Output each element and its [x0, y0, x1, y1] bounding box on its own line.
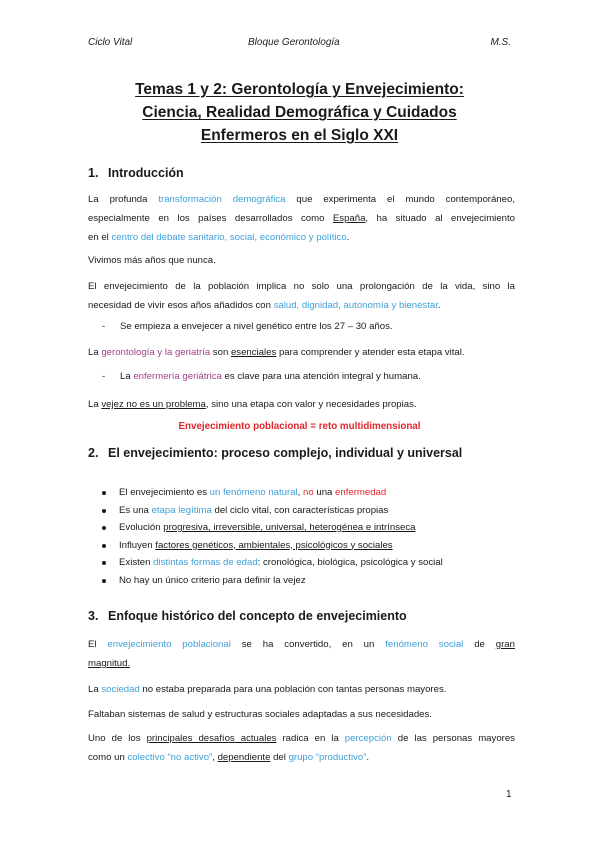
- list-item: No hay un único criterio para definir la vejez: [100, 572, 520, 590]
- dash-item-2: La enfermería geriátrica es clave para una atención integral y humana.: [120, 371, 421, 382]
- section-3-paragraph-3: Faltaban sistemas de salud y estructuras sociales adaptadas a sus necesidades.: [88, 709, 432, 720]
- section-3-paragraph-4: Uno de los principales desafíos actuales radica en la percepción de las personas mayores como un colectivo “no activo”, dependiente del grupo “productivo”.: [88, 733, 515, 763]
- list-item: Influyen factores genéticos, ambientales, psicológicos y sociales: [100, 537, 520, 555]
- header-center: Bloque Gerontología: [248, 37, 340, 48]
- section-1-paragraph-5: La vejez no es un problema, sino una etapa con valor y necesidades propias.: [88, 399, 417, 410]
- title-line-1: Temas 1 y 2: Gerontología y Envejecimiento:: [135, 81, 464, 98]
- dash-marker-2: -: [102, 371, 106, 382]
- list-item: Evolución progresiva, irreversible, universal, heterogénea e intrínseca: [100, 519, 520, 537]
- page-header: [88, 37, 511, 51]
- document-title: [60, 78, 539, 147]
- section-1-paragraph-2: Vivimos más años que nunca.: [88, 255, 216, 266]
- section-3-paragraph-2: La sociedad no estaba preparada para una población con tantas personas mayores.: [88, 684, 447, 695]
- section-2-heading: 2. El envejecimiento: proceso complejo, individual y universal: [88, 446, 463, 460]
- list-item: El envejecimiento es un fenómeno natural, no una enfermedad: [100, 484, 520, 502]
- list-item: Existen distintas formas de edad: cronológica, biológica, psicológica y social: [100, 554, 520, 572]
- section-2-bullet-list: [100, 484, 520, 589]
- header-left: Ciclo Vital: [88, 37, 133, 48]
- list-item: Es una etapa legítima del ciclo vital, con características propias: [100, 502, 520, 520]
- dash-marker-1: -: [102, 321, 106, 332]
- title-line-3: Enfermeros en el Siglo XXI: [200, 127, 399, 144]
- header-right: M.S.: [490, 37, 511, 48]
- dash-item-1: Se empieza a envejecer a nivel genético entre los 27 – 30 años.: [120, 321, 393, 332]
- section-1-paragraph-1: La profunda transformación demográfica que experimenta el mundo contemporáneo, especialmente en los países desarrollados como España, ha situado al envejecimiento en el centro del debate sanitario, social, económico y político.: [88, 194, 515, 243]
- section-3-heading: 3. Enfoque histórico del concepto de envejecimiento: [88, 609, 407, 623]
- section-3-paragraph-1: El envejecimiento poblacional se ha convertido, en un fenómeno social de gran magnitud.: [88, 639, 515, 669]
- section-1-paragraph-3: El envejecimiento de la población implica no solo una prolongación de la vida, sino la necesidad de vivir esos años añadidos con salud, dignidad, autonomía y bienestar.: [88, 281, 515, 311]
- section-1-paragraph-4: La gerontología y la geriatría son esenciales para comprender y atender esta etapa vital.: [88, 347, 465, 358]
- section-1-heading: 1. Introducción: [88, 166, 184, 180]
- highlight-equation: Envejecimiento poblacional = reto multidimensional: [178, 421, 421, 432]
- title-line-2: Ciencia, Realidad Demográfica y Cuidados: [142, 104, 457, 121]
- page-number: 1: [506, 789, 512, 800]
